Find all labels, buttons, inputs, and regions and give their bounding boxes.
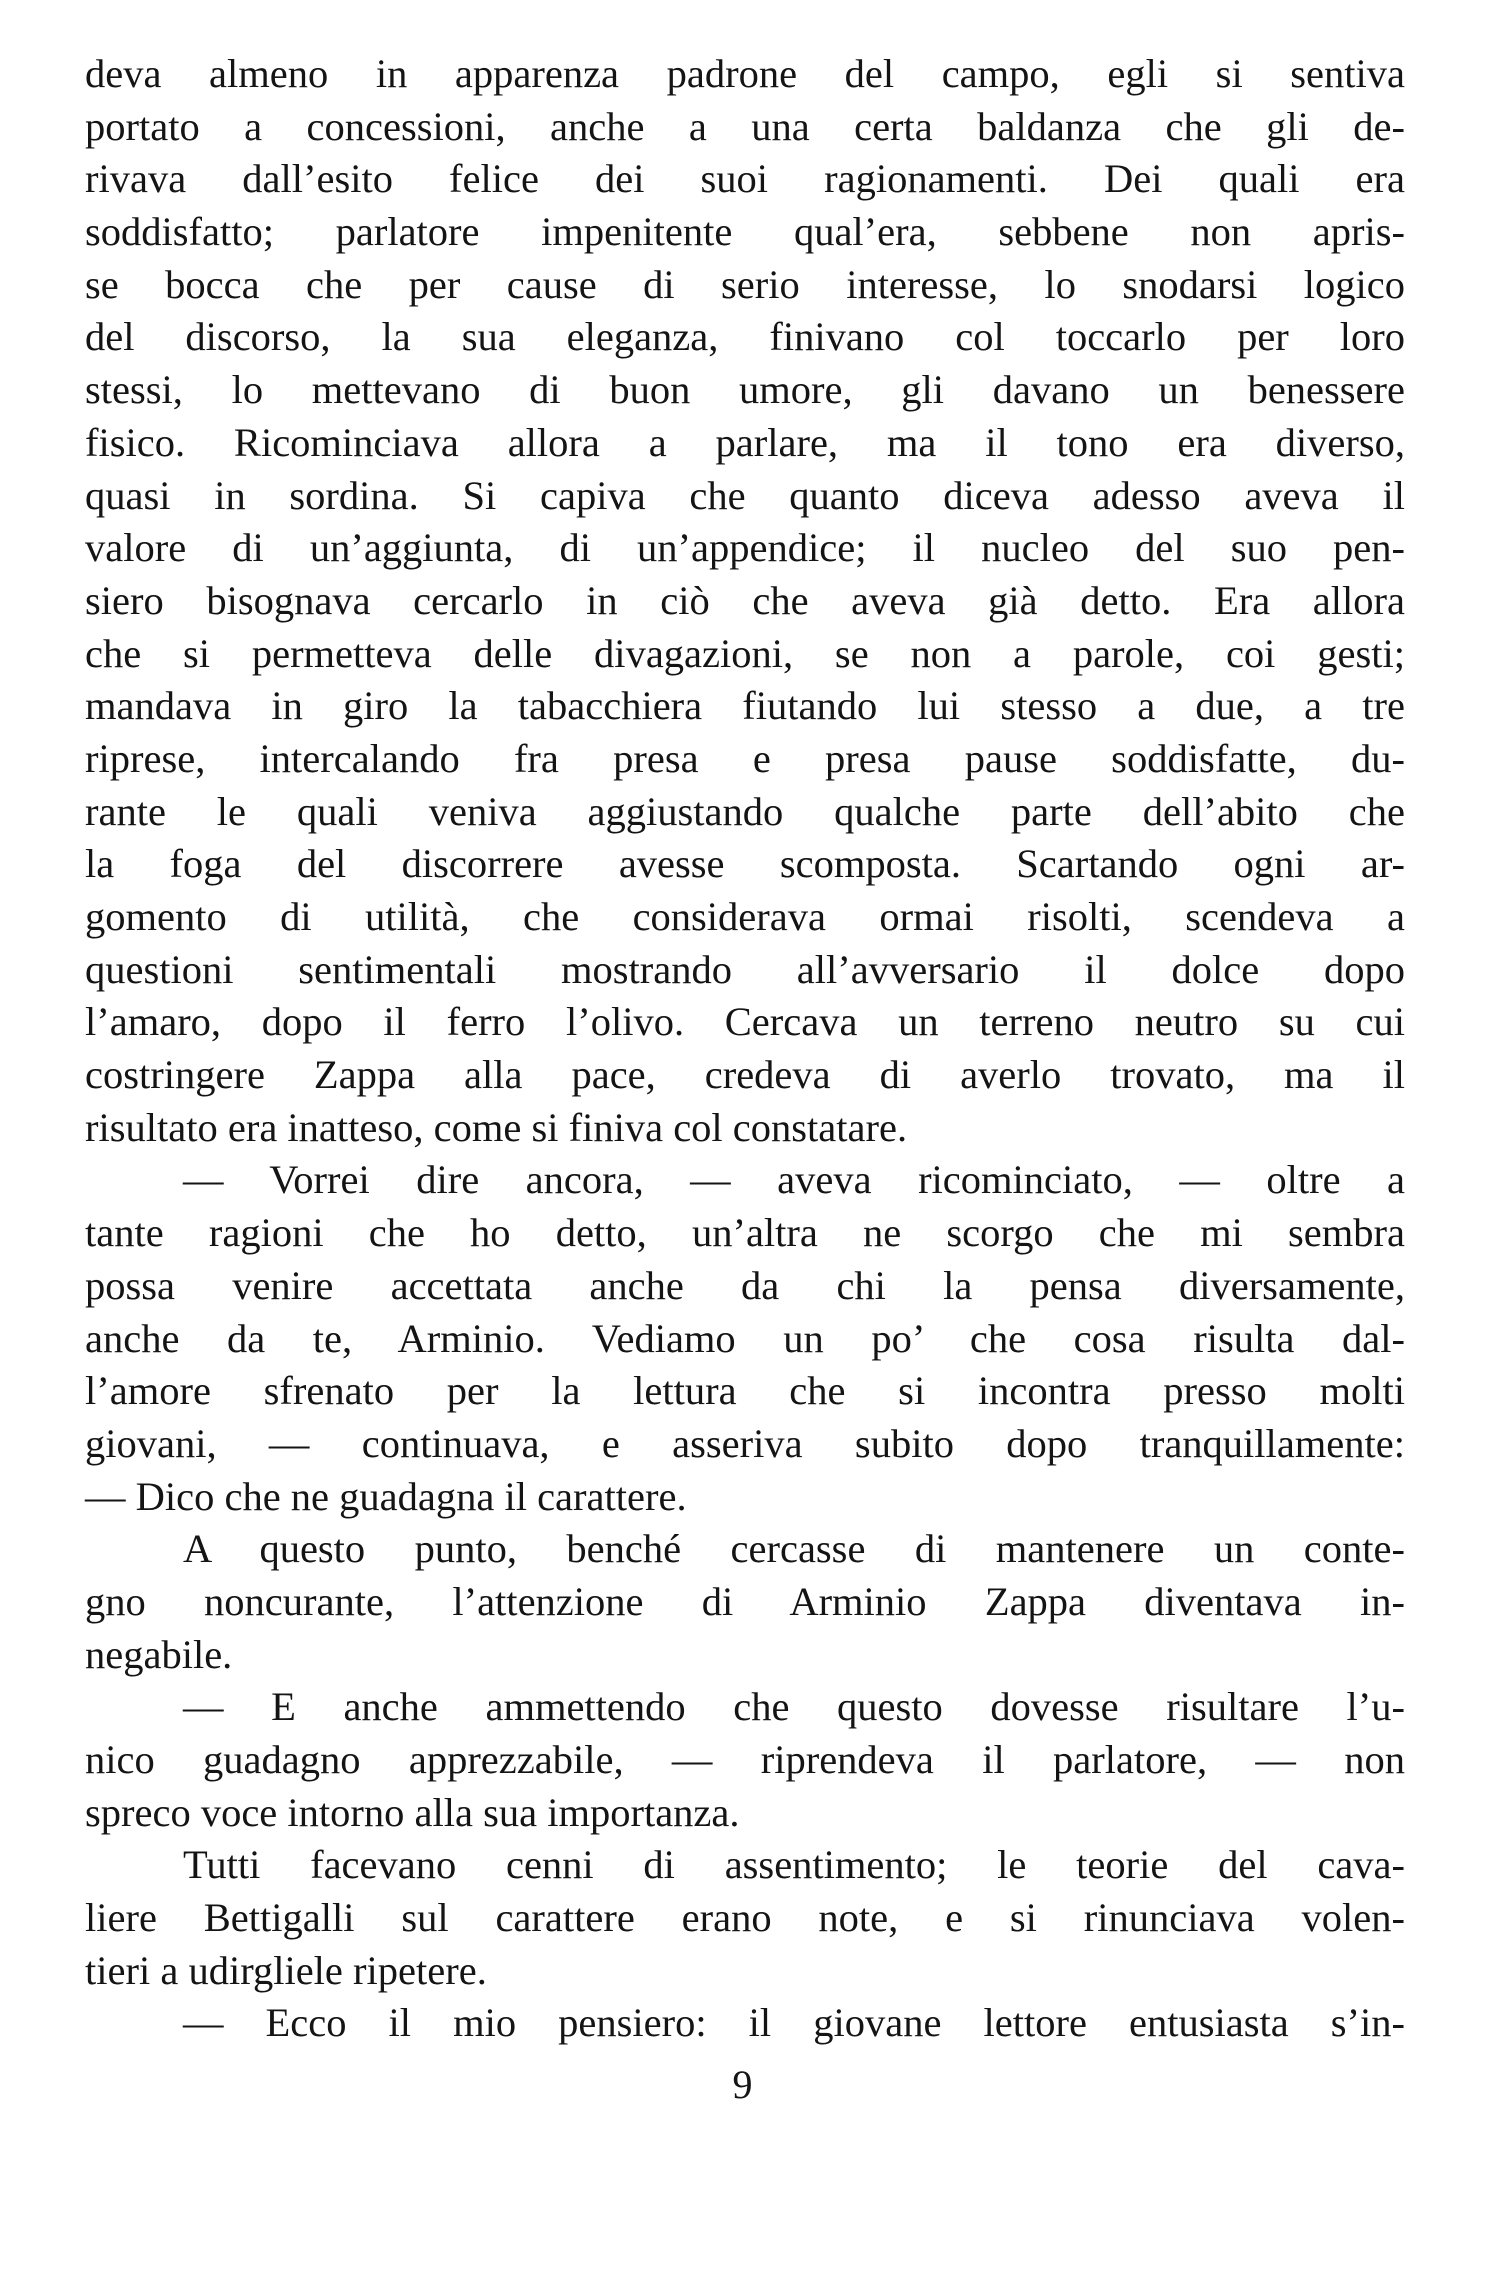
text-line: possa venire accettata anche da chi la pensa diversamente,	[85, 1262, 1405, 1308]
text-line: mandava in giro la tabacchiera fiutando lui stesso a due, a tre	[85, 683, 1405, 729]
text-line: soddisfatto; parlatore impenitente qual’era, sebbene non apris-	[85, 209, 1405, 255]
text-line: giovani, — continuava, e asseriva subito dopo tranquillamente:	[85, 1420, 1405, 1466]
text-line: — Ecco il mio pensiero: il giovane lettore entusiasta s’in-	[183, 2000, 1405, 2046]
text-line: del discorso, la sua eleganza, finivano col toccarlo per loro	[85, 314, 1405, 360]
text-line: valore di un’aggiunta, di un’appendice; il nucleo del suo pen-	[85, 525, 1405, 571]
text-line: portato a concessioni, anche a una certa baldanza che gli de-	[85, 103, 1405, 149]
text-line: che si permetteva delle divagazioni, se non a parole, coi gesti;	[85, 630, 1405, 676]
page-number: 9	[732, 2062, 753, 2107]
text-line: nico guadagno apprezzabile, — riprendeva il parlatore, — non	[85, 1737, 1405, 1782]
text-line: tante ragioni che ho detto, un’altra ne scorgo che mi sembra	[85, 1210, 1405, 1256]
text-line: negabile.	[85, 1631, 233, 1677]
text-line: anche da te, Arminio. Vediamo un po’ che cosa risulta dal-	[85, 1315, 1405, 1361]
text-line: quasi in sordina. Si capiva che quanto diceva adesso aveva il	[85, 472, 1405, 518]
text-line: se bocca che per cause di serio interesse, lo snodarsi logico	[85, 261, 1405, 307]
text-line: questioni sentimentali mostrando all’avversario il dolce dopo	[85, 946, 1405, 992]
text-line: — E anche ammettendo che questo dovesse risultare l’u-	[183, 1684, 1405, 1730]
text-line: spreco voce intorno alla sua importanza.	[85, 1789, 740, 1835]
text-line: siero bisognava cercarlo in ciò che aveva già detto. Era allora	[85, 577, 1405, 623]
text-line: fisico. Ricominciava allora a parlare, ma il tono era diverso,	[85, 419, 1405, 465]
text-line: Tutti facevano cenni di assentimento; le teorie del cava-	[183, 1842, 1405, 1888]
text-line: rivava dall’esito felice dei suoi ragionamenti. Dei quali era	[85, 156, 1405, 202]
text-line: — Vorrei dire ancora, — aveva ricominciato, — oltre a	[183, 1157, 1405, 1203]
text-line: costringere Zappa alla pace, credeva di averlo trovato, ma il	[85, 1052, 1405, 1098]
text-line: la foga del discorrere avesse scomposta. Scartando ogni ar-	[85, 841, 1405, 887]
text-line: deva almeno in apparenza padrone del campo, egli si sentiva	[85, 51, 1405, 96]
text-line: riprese, intercalando fra presa e presa pause soddisfatte, du-	[85, 735, 1405, 781]
text-line: tieri a udirgliele ripetere.	[85, 1947, 487, 1993]
text-line: risultato era inatteso, come si finiva col constatare.	[85, 1104, 908, 1150]
text-line: liere Bettigalli sul carattere erano note, e si rinunciava volen-	[85, 1895, 1405, 1941]
text-line: gomento di utilità, che considerava ormai risolti, scendeva a	[85, 894, 1405, 939]
text-line: l’amaro, dopo il ferro l’olivo. Cercava un terreno neutro su cui	[85, 999, 1405, 1045]
text-line: l’amore sfrenato per la lettura che si incontra presso molti	[85, 1368, 1405, 1414]
text-line: rante le quali veniva aggiustando qualche parte dell’abito che	[85, 788, 1405, 834]
text-line: A questo punto, benché cercasse di mantenere un conte-	[183, 1526, 1405, 1572]
text-line: gno noncurante, l’attenzione di Arminio Zappa diventava in-	[85, 1578, 1405, 1624]
text-line: — Dico che ne guadagna il carattere.	[85, 1473, 687, 1519]
body-text	[85, 48, 1405, 2050]
text-line: stessi, lo mettevano di buon umore, gli davano un benessere	[85, 367, 1405, 413]
